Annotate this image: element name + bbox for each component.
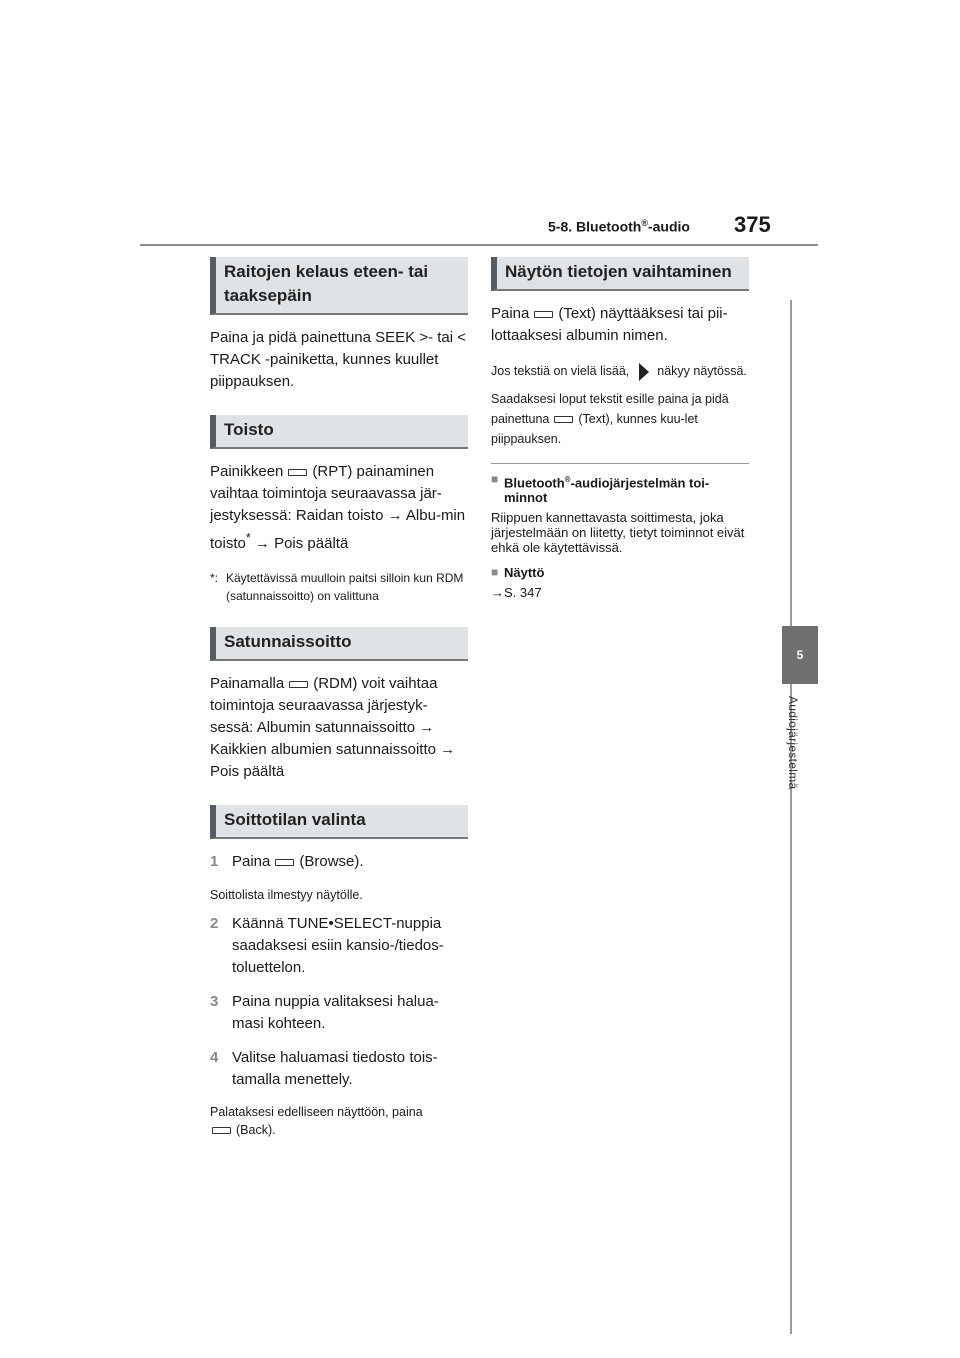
browse-button-icon [275, 859, 294, 866]
text-button-icon [554, 416, 573, 423]
heading-random: Satunnaissoitto [210, 627, 468, 661]
notes-divider [491, 463, 749, 464]
footnote: *: Käytettävissä muulloin paitsi silloin kun RDM (satunnaissoitto) on valittuna [210, 571, 464, 603]
rpt-button-icon [288, 469, 307, 476]
repeat-paragraph: Painikkeen (RPT) painaminen vaihtaa toimintoja seuraavassa jär-jestyksessä: Raidan toisto → Albu-min toisto* → Pois päältä [210, 463, 466, 552]
rdm-button-icon [289, 681, 308, 688]
right-column [491, 257, 749, 610]
heading-play-mode: Soittotilan valinta [210, 805, 468, 839]
heading-seek: Raitojen kelaus eteen- tai taaksepäin [210, 257, 468, 315]
random-paragraph: Painamalla (RDM) voit vaihtaa toimintoja seuraavassa järjestyk-sessä: Albumin satunnaissoitto → Kaikkien albumien satunnaissoitto → Pois päältä [210, 675, 456, 780]
note-text-functions: Riippuen kannettavasta soittimesta, joka järjestelmään on liitetty, tietyt toiminnot eivät ehkä ole käytettävissä. [491, 510, 745, 556]
chapter-tab: 5 [782, 626, 818, 684]
seek-paragraph: Paina ja pidä painettuna SEEK >- tai < TRACK -painiketta, kunnes kuullet piippauksen. [210, 329, 467, 390]
more-text-arrow-icon [639, 363, 649, 381]
text-paragraph: Paina (Text) näyttääksesi tai pii-lottaaksesi albumin nimen. [491, 305, 728, 344]
step-1: 1 Paina (Browse). [210, 853, 364, 870]
text-button-icon [534, 311, 553, 318]
step-1-note: Soittolista ilmestyy näytölle. [210, 888, 363, 902]
section-title: 5-8. Bluetooth®-audio [548, 218, 690, 235]
heading-display-info: Näytön tietojen vaihtaminen [491, 257, 749, 291]
page-number: 375 [734, 212, 771, 237]
back-note: Palataksesi edelliseen näyttöön, paina (Back). [210, 1105, 423, 1137]
step-3: 3 Paina nuppia valitaksesi halua-masi kohteen. [210, 993, 439, 1032]
back-button-icon [212, 1127, 231, 1134]
step-4: 4 Valitse haluamasi tiedosto tois-tamalla menettely. [210, 1049, 438, 1088]
note-title-display: ■ Näyttö [491, 565, 545, 581]
side-rule [790, 300, 792, 626]
page-reference-link[interactable]: →S. 347 [491, 585, 542, 601]
step-2: 2 Käännä TUNE•SELECT-nuppia saadaksesi esiin kansio-/tiedos-toluettelon. [210, 915, 444, 976]
chapter-label: Audiojärjestelmä [786, 696, 800, 790]
header-rule [140, 244, 818, 246]
rest-text-note: Saadaksesi loput tekstit esille paina ja pidä painettuna (Text), kunnes kuu-let piippauksen. [491, 392, 729, 446]
left-column [210, 257, 468, 1147]
heading-repeat: Toisto [210, 415, 468, 449]
note-title-functions: ■ Bluetooth®-audiojärjestelmän toi-minnot [491, 472, 710, 506]
more-text-note: Jos tekstiä on vielä lisää, näkyy näytössä. [491, 361, 749, 381]
